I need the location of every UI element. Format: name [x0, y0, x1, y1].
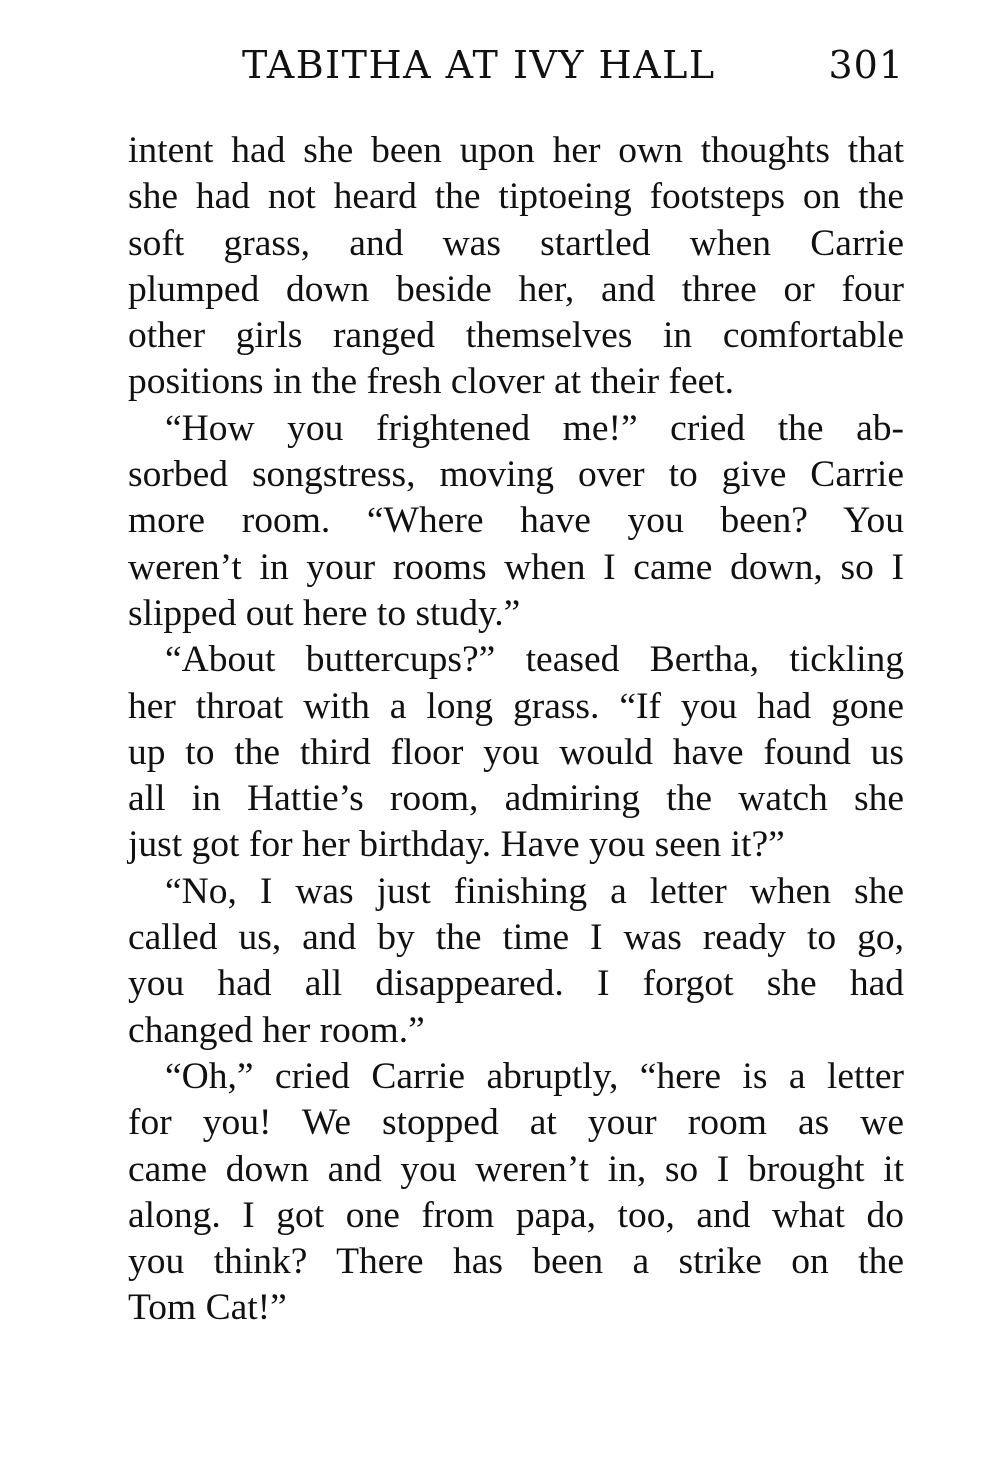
- text-line: came down and you weren’t in, so I brought it: [128, 1148, 904, 1190]
- paragraph: [128, 637, 904, 868]
- text-line: sorbed songstress, moving over to give Carrie: [128, 454, 904, 496]
- text-line: called us, and by the time I was ready to go,: [128, 917, 904, 959]
- text-line: changed her room.”: [128, 1009, 425, 1051]
- paragraph: [128, 128, 904, 406]
- text-line: you think? There has been a strike on the: [128, 1241, 904, 1283]
- text-line: along. I got one from papa, too, and what do: [128, 1194, 904, 1236]
- text-line: just got for her birthday. Have you seen it?”: [128, 824, 785, 866]
- text-line: slipped out here to study.”: [128, 592, 521, 634]
- running-head: [128, 40, 904, 90]
- text-line: other girls ranged themselves in comfortable: [128, 315, 904, 357]
- text-line: “Oh,” cried Carrie abruptly, “here is a letter: [165, 1055, 904, 1097]
- paragraph: [128, 869, 904, 1054]
- text-line: all in Hattie’s room, admiring the watch she: [128, 778, 904, 820]
- text-line: her throat with a long grass. “If you had gone: [128, 685, 904, 727]
- text-line: she had not heard the tiptoeing footsteps on the: [128, 176, 904, 218]
- text-line: more room. “Where have you been? You: [128, 500, 904, 542]
- paragraph: [128, 1054, 904, 1332]
- text-line: “How you frightened me!” cried the ab-: [165, 407, 904, 449]
- text-line: positions in the fresh clover at their feet.: [128, 361, 735, 403]
- text-line: soft grass, and was startled when Carrie: [128, 222, 904, 264]
- text-line: weren’t in your rooms when I came down, so I: [128, 546, 904, 588]
- body-text: [128, 128, 904, 1332]
- text-line: plumped down beside her, and three or four: [128, 268, 904, 310]
- text-line: “No, I was just finishing a letter when she: [165, 870, 904, 912]
- text-line: intent had she been upon her own thoughts that: [128, 130, 904, 171]
- text-line: Tom Cat!”: [128, 1287, 287, 1329]
- running-title: TABITHA AT IVY HALL: [242, 43, 716, 87]
- text-line: up to the third floor you would have found us: [128, 731, 904, 773]
- page-number: 301: [828, 43, 904, 87]
- text-line: “About buttercups?” teased Bertha, tickling: [165, 639, 904, 681]
- text-line: for you! We stopped at your room as we: [128, 1102, 904, 1144]
- text-line: you had all disappeared. I forgot she had: [128, 963, 904, 1005]
- paragraph: [128, 406, 904, 637]
